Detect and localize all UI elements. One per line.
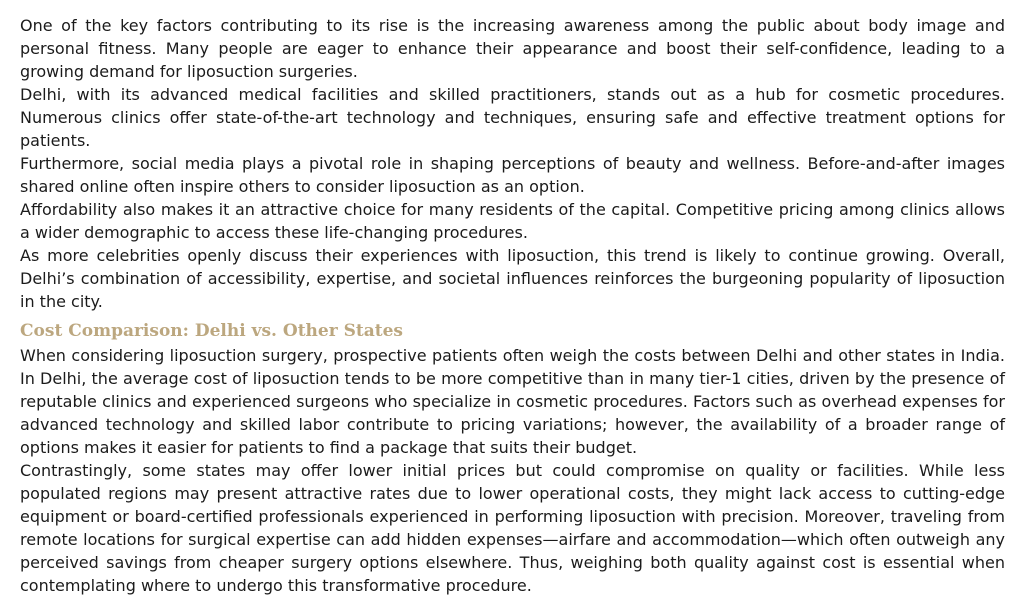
paragraph-celebrities-trend: As more celebrities openly discuss their experiences with liposuction, this trend is likely to continue growing. Overall, Delhi’s combination of accessibility, expertise, and societal influences reinforces the burgeoning popularity of liposuction in the city. (20, 246, 1005, 311)
paragraph-body-image-awareness: One of the key factors contributing to its rise is the increasing awareness among the public about body image and personal fitness. Many people are eager to enhance their appearance and boost their self-confidence, leading to a growing demand for liposuction surgeries. (20, 16, 1005, 81)
paragraph-social-media: Furthermore, social media plays a pivotal role in shaping perceptions of beauty and wellness. Before-and-after images shared online often inspire others to consider liposuction as an option. (20, 154, 1005, 196)
article-body (20, 14, 1005, 597)
section-heading-cost-comparison: Cost Comparison: Delhi vs. Other States (20, 321, 403, 341)
paragraph-affordability: Affordability also makes it an attractive choice for many residents of the capital. Competitive pricing among clinics allows a wider demographic to access these life-changing procedures. (20, 200, 1005, 242)
paragraph-delhi-costs: When considering liposuction surgery, prospective patients often weigh the costs between Delhi and other states in India. In Delhi, the average cost of liposuction tends to be more competitive than in many tier-1 cities, driven by the presence of reputable clinics and experienced surgeons who specialize in cosmetic procedures. Factors such as overhead expenses for advanced technology and skilled labor contribute to pricing variations; however, the availability of a broader range of options makes it easier for patients to find a package that suits their budget. (20, 346, 1005, 457)
paragraph-delhi-medical-hub: Delhi, with its advanced medical facilities and skilled practitioners, stands out as a hub for cosmetic procedures. Numerous clinics offer state-of-the-art technology and techniques, ensuring safe and effective treatment options for patients. (20, 85, 1005, 150)
paragraph-other-states-costs: Contrastingly, some states may offer lower initial prices but could compromise on quality or facilities. While less populated regions may present attractive rates due to lower operational costs, they might lack access to cutting-edge equipment or board-certified professionals experienced in performing liposuction with precision. Moreover, traveling from remote locations for surgical expertise can add hidden expenses—airfare and accommodation—which often outweigh any perceived savings from cheaper surgery options elsewhere. Thus, weighing both quality against cost is essential when contemplating where to undergo this transformative procedure. (20, 461, 1005, 595)
